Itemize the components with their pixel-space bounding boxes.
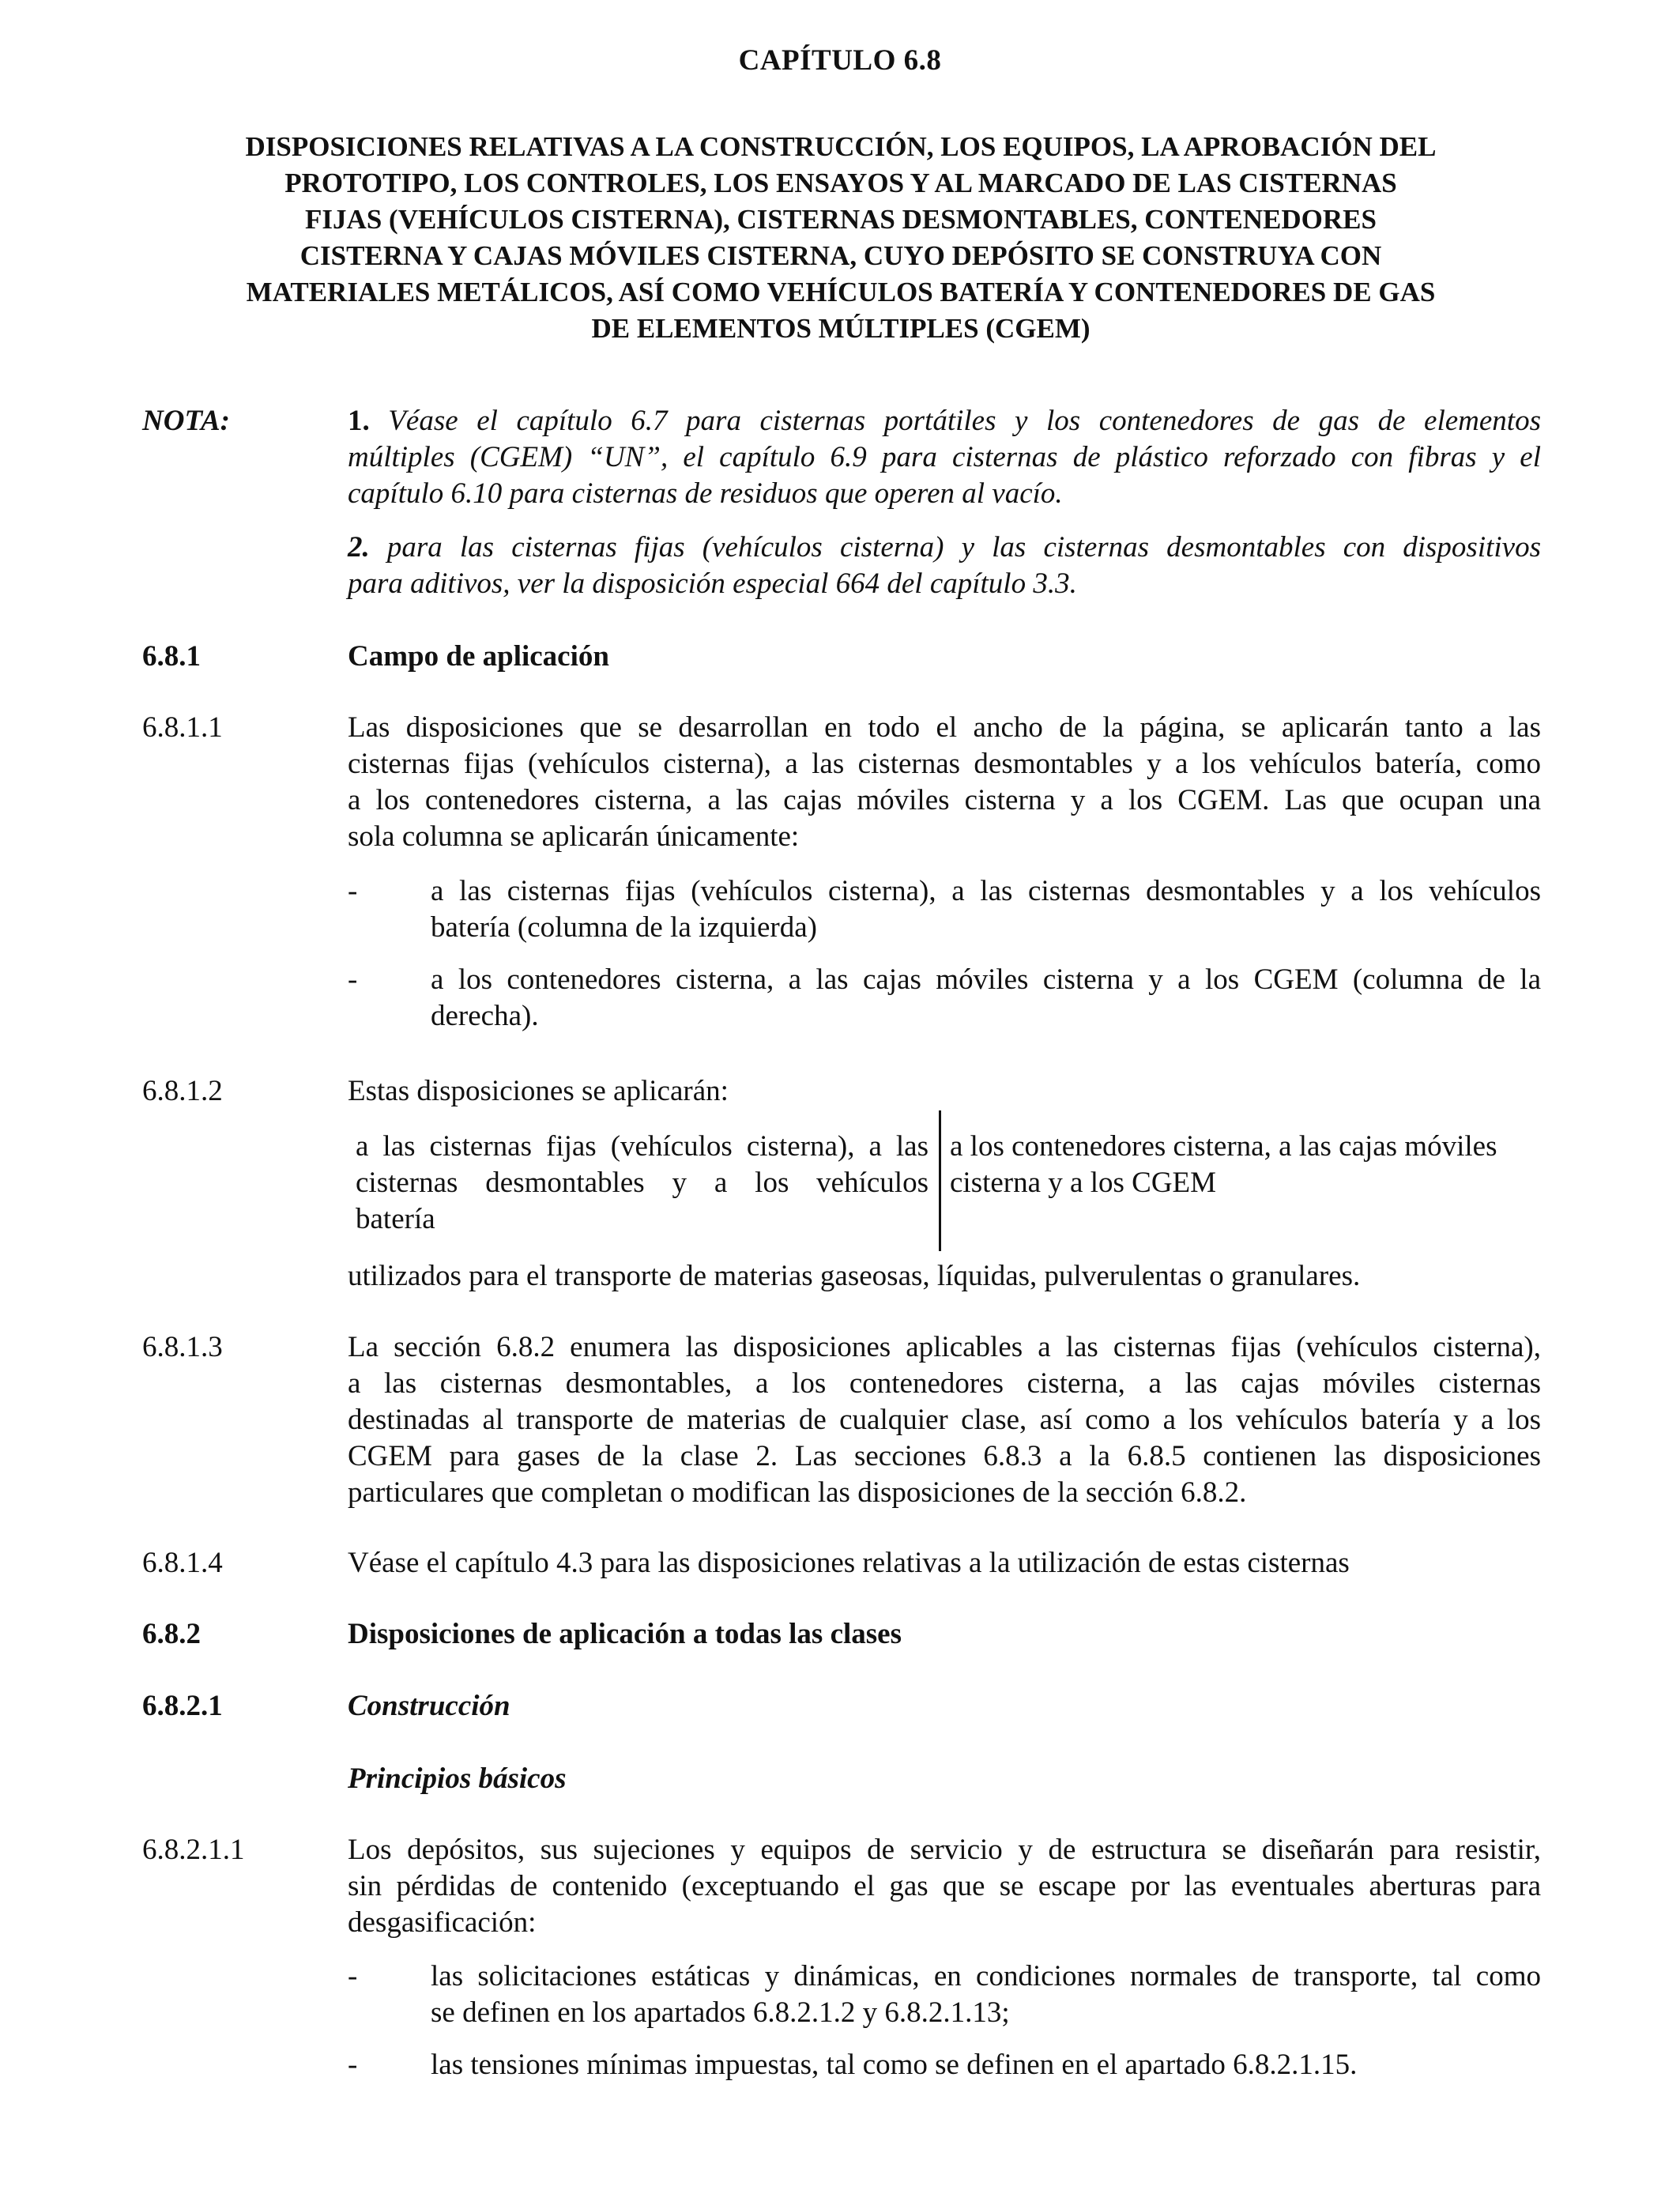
bullet-item: [431, 873, 1541, 946]
bullet-line: derecha).: [431, 1000, 539, 1032]
left-column: [356, 1129, 929, 1238]
bullet-item: [431, 2047, 1541, 2083]
paragraph-text: [348, 1329, 1541, 1511]
section-heading: Campo de aplicación: [348, 640, 609, 673]
subsection-number: 6.8.2.1: [142, 1690, 223, 1722]
bullet-dash: -: [348, 2049, 358, 2081]
paragraph-line: a las cisternas desmontables, a los contenedores cisterna, a las cajas móviles cisternas: [348, 1367, 1541, 1400]
paragraph-line: a los contenedores cisterna, a las cajas móviles cisterna y a los CGEM. Las que ocupan una: [348, 784, 1541, 816]
note-label: NOTA:: [142, 405, 230, 437]
left-column-line: cisternas desmontables y a los vehículos: [356, 1167, 929, 1199]
section-number: 6.8.2: [142, 1618, 201, 1650]
note-2: [348, 530, 1541, 602]
note-1-number: 1.: [348, 405, 370, 437]
bullet-line: a los contenedores cisterna, a las cajas móviles cisterna y a los CGEM (columna de la: [431, 963, 1541, 996]
paragraph-number: 6.8.1.1: [142, 711, 223, 744]
left-column-line: a las cisternas fijas (vehículos cisterna), a las: [356, 1130, 929, 1163]
note-2-line: [348, 530, 1541, 566]
paragraph-line: CGEM para gases de la clase 2. Las secciones 6.8.3 a la 6.8.5 contienen las disposiciones: [348, 1440, 1541, 1472]
paragraph-text: Véase el capítulo 4.3 para las disposiciones relativas a la utilización de estas cisternas: [348, 1547, 1350, 1579]
section-number: 6.8.1: [142, 640, 201, 673]
chapter-title: [138, 129, 1543, 347]
section-heading: Disposiciones de aplicación a todas las clases: [348, 1618, 902, 1650]
note-1-line: capítulo 6.10 para cisternas de residuos que operen al vacío.: [348, 477, 1063, 510]
note-1-line: múltiples (CGEM) “UN”, el capítulo 6.9 para cisternas de plástico reforzado con fibras y el: [348, 441, 1541, 473]
paragraph-number: 6.8.1.2: [142, 1075, 223, 1107]
column-divider: [939, 1110, 941, 1251]
note-2-line: para aditivos, ver la disposición especial 664 del capítulo 3.3.: [348, 567, 1077, 600]
title-line: DISPOSICIONES RELATIVAS A LA CONSTRUCCIÓN, LOS EQUIPOS, LA APROBACIÓN DEL: [245, 131, 1437, 162]
subsection-heading: Construcción: [348, 1690, 510, 1722]
bullet-line: las tensiones mínimas impuestas, tal como se definen en el apartado 6.8.2.1.15.: [431, 2049, 1358, 2081]
bullet-line: batería (columna de la izquierda): [431, 911, 817, 944]
paragraph-line: Las disposiciones que se desarrollan en todo el ancho de la página, se aplicarán tanto a las: [348, 711, 1541, 744]
bullet-item: [431, 962, 1541, 1035]
title-line: MATERIALES METÁLICOS, ASÍ COMO VEHÍCULOS BATERÍA Y CONTENEDORES DE GAS: [246, 277, 1436, 307]
bullet-dash: -: [348, 875, 358, 907]
bullet-item: [431, 1958, 1541, 2031]
paragraph-number: 6.8.1.4: [142, 1547, 223, 1579]
title-line: CISTERNA Y CAJAS MÓVILES CISTERNA, CUYO DEPÓSITO SE CONSTRUYA CON: [299, 240, 1382, 271]
left-column-line: batería: [356, 1203, 435, 1235]
note-2-line-text: para las cisternas fijas (vehículos cisterna) y las cisternas desmontables con dispositivos: [386, 531, 1541, 564]
paragraph-line: sola columna se aplicarán únicamente:: [348, 820, 800, 853]
paragraph-number: 6.8.2.1.1: [142, 1834, 245, 1866]
paragraph-number: 6.8.1.3: [142, 1331, 223, 1363]
paragraph-outro: utilizados para el transporte de materias gaseosas, líquidas, pulverulentas o granulares.: [348, 1260, 1361, 1292]
title-line: FIJAS (VEHÍCULOS CISTERNA), CISTERNAS DESMONTABLES, CONTENEDORES: [305, 204, 1377, 235]
bullet-line: las solicitaciones estáticas y dinámicas, en condiciones normales de transporte, tal como: [431, 1960, 1541, 1992]
bullet-line: se definen en los apartados 6.8.2.1.2 y 6.8.2.1.13;: [431, 1996, 1010, 2029]
paragraph-text: [348, 1832, 1541, 1941]
bullet-dash: -: [348, 1960, 358, 1992]
paragraph-line: destinadas al transporte de materias de cualquier clase, así como a los vehículos batería y a los: [348, 1404, 1541, 1436]
subheading: Principios básicos: [348, 1762, 567, 1795]
paragraph-intro: Estas disposiciones se aplicarán:: [348, 1075, 729, 1107]
paragraph-line: desgasificación:: [348, 1906, 537, 1939]
chapter-heading: CAPÍTULO 6.8: [738, 44, 942, 77]
note-1-line-text: Véase el capítulo 6.7 para cisternas portátiles y los contenedores de gas de elementos: [388, 405, 1541, 437]
paragraph-text: [348, 710, 1541, 855]
title-line: PROTOTIPO, LOS CONTROLES, LOS ENSAYOS Y AL MARCADO DE LAS CISTERNAS: [284, 168, 1397, 198]
right-column-line: cisterna y a los CGEM: [950, 1167, 1217, 1199]
note-1: [348, 403, 1541, 512]
paragraph-line: Los depósitos, sus sujeciones y equipos de servicio y de estructura se diseñarán para resistir,: [348, 1834, 1541, 1866]
right-column: [950, 1129, 1543, 1201]
note-2-number: 2.: [348, 531, 370, 564]
paragraph-line: sin pérdidas de contenido (exceptuando el gas que se escape por las eventuales aberturas para: [348, 1870, 1541, 1902]
bullet-dash: -: [348, 963, 358, 996]
bullet-line: a las cisternas fijas (vehículos cisterna), a las cisternas desmontables y a los vehículos: [431, 875, 1541, 907]
paragraph-line: cisternas fijas (vehículos cisterna), a las cisternas desmontables y a los vehículos batería, como: [348, 748, 1541, 780]
paragraph-line: La sección 6.8.2 enumera las disposiciones aplicables a las cisternas fijas (vehículos cisterna),: [348, 1331, 1541, 1363]
paragraph-line: particulares que completan o modifican las disposiciones de la sección 6.8.2.: [348, 1476, 1247, 1509]
note-1-line: [348, 403, 1541, 439]
right-column-line: a los contenedores cisterna, a las cajas móviles: [950, 1130, 1497, 1163]
title-line: DE ELEMENTOS MÚLTIPLES (CGEM): [591, 313, 1090, 344]
